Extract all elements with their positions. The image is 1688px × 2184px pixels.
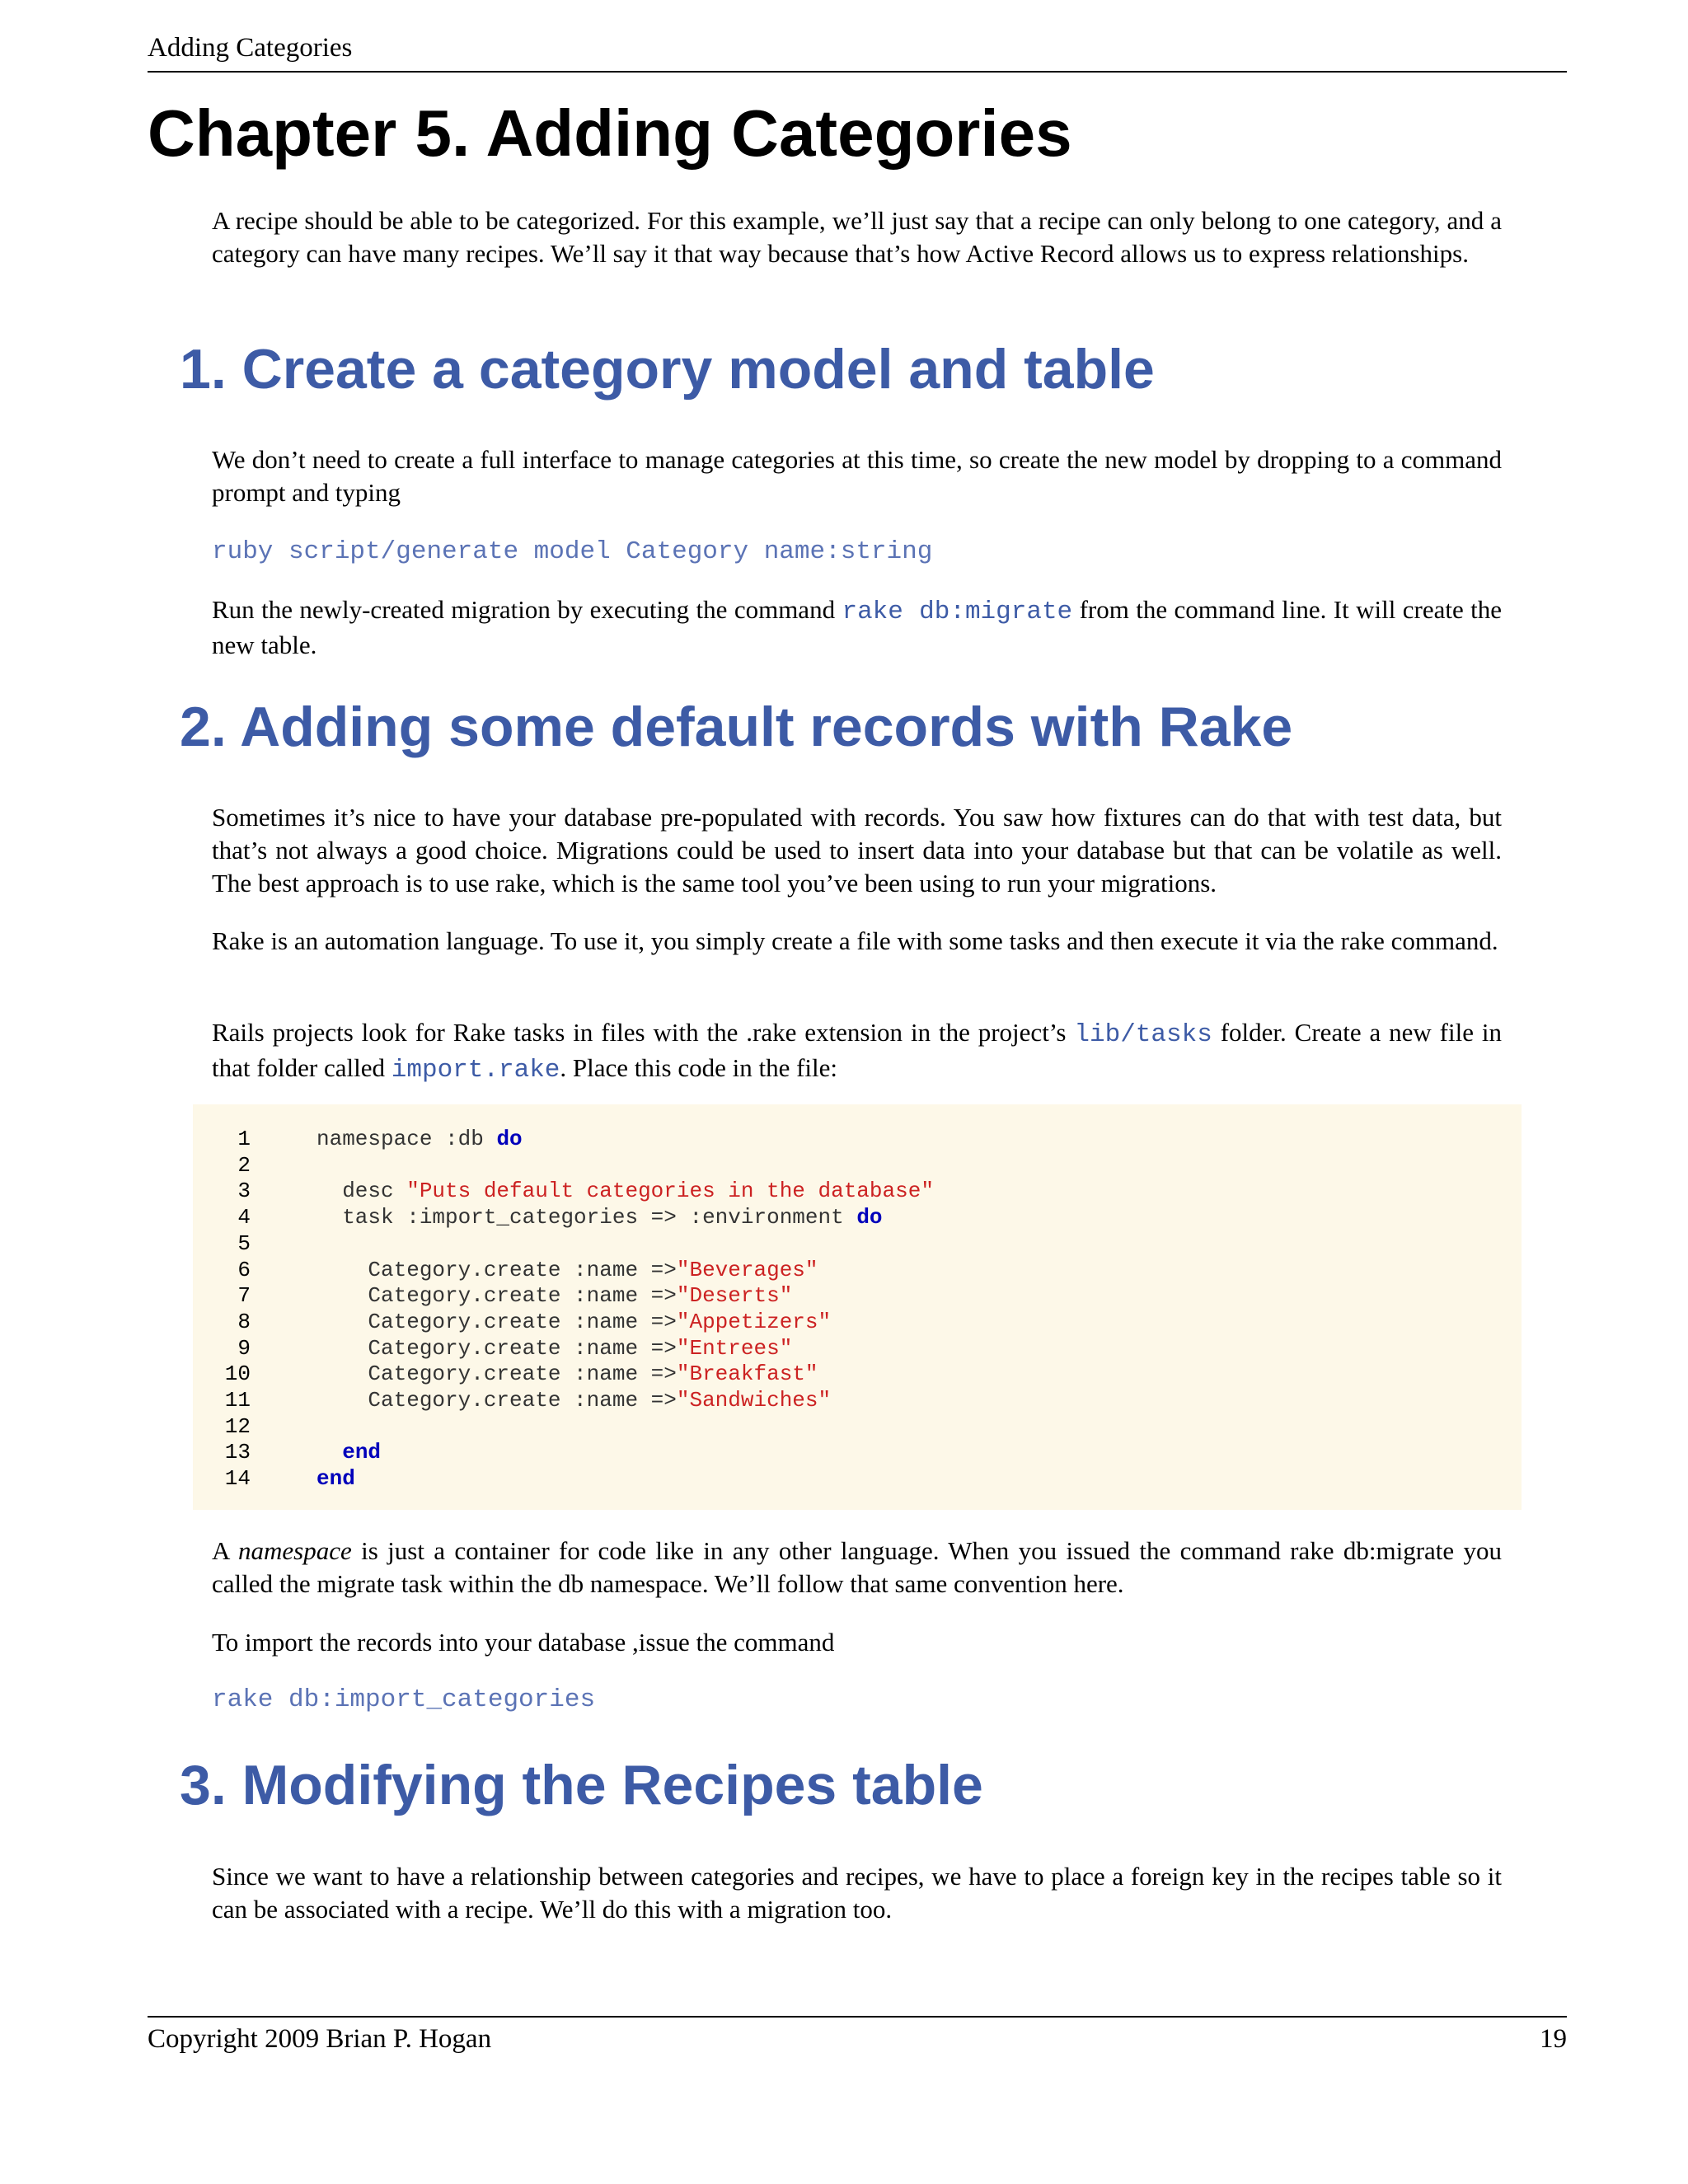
line-number: 11 (224, 1388, 251, 1413)
line-number: 7 (237, 1283, 251, 1309)
section-2-paragraph-3 (212, 1016, 1502, 1087)
section-3-title: 3. Modifying the Recipes table (180, 1754, 983, 1816)
code-string: "Appetizers" (676, 1309, 832, 1334)
page-number: 19 (1540, 2024, 1567, 2054)
text-span: is just a container for code like in any other language. When you issued the command rake db:migrate you called the migrate task within the db namespace. We’ll follow that same convention here. (212, 1536, 1502, 1598)
section-2-title: 2. Adding some default records with Rake (180, 696, 1293, 758)
code-text (316, 1257, 818, 1283)
code-keyword: end (316, 1466, 355, 1492)
section-2-paragraph-4 (212, 1535, 1502, 1601)
line-number: 10 (224, 1361, 251, 1387)
text-span: folder. Create a new file in that folder called (212, 1018, 1502, 1082)
code-text (316, 1309, 831, 1335)
text-span: Run the newly-created migration by executing the command (212, 595, 842, 624)
code-token: desc (316, 1179, 407, 1204)
code-listing (193, 1104, 1522, 1510)
header-rule (148, 71, 1567, 73)
line-number: 4 (237, 1205, 251, 1230)
line-number: 14 (224, 1466, 251, 1492)
code-token: Category.create :name => (316, 1361, 677, 1387)
code-token: Category.create :name => (316, 1388, 677, 1413)
code-text (316, 1387, 831, 1413)
inline-code-rake-migrate: rake db:migrate (842, 598, 1073, 626)
line-number: 2 (237, 1152, 251, 1178)
code-keyword: end (342, 1440, 382, 1465)
section-2-paragraph-1: Sometimes it’s nice to have your database pre-populated with records. You saw how fixtures can do that with test data, but that’s not always a good choice. Migrations could be used to insert data into your database but that can be volatile as well. The best approach is to use rake, which is the same tool you’ve been using to run your migrations. (212, 803, 1502, 898)
code-string: "Beverages" (676, 1257, 818, 1282)
line-number: 6 (237, 1257, 251, 1282)
line-number: 13 (224, 1440, 251, 1465)
code-text (316, 1178, 934, 1204)
code-token: Category.create :name => (316, 1283, 677, 1309)
text-span: Rails projects look for Rake tasks in files with the .rake extension in the project’s (212, 1018, 1075, 1047)
generate-model-command: ruby script/generate model Category name:string (212, 537, 933, 566)
namespace-term: namespace (238, 1536, 352, 1565)
section-1-title: 1. Create a category model and table (180, 338, 1155, 401)
code-text (316, 1282, 792, 1309)
code-keyword: do (856, 1205, 883, 1230)
line-number: 12 (224, 1413, 251, 1439)
section-2-paragraph-5: To import the records into your database ,issue the command (212, 1628, 835, 1657)
code-token (316, 1440, 342, 1465)
code-string: "Deserts" (676, 1283, 793, 1309)
section-1-paragraph-1: We don’t need to create a full interface to manage categories at this time, so create the new model by dropping to a command prompt and typing (212, 445, 1502, 507)
line-number: 9 (237, 1335, 251, 1361)
section-2-paragraph-2: Rake is an automation language. To use it, you simply create a file with some tasks and then execute it via the rake command. (212, 926, 1498, 955)
code-token: task :import_categories => :environment (316, 1205, 857, 1230)
code-text (316, 1361, 818, 1387)
line-number: 8 (237, 1309, 251, 1334)
import-categories-command: rake db:import_categories (212, 1685, 596, 1714)
code-text (316, 1335, 792, 1361)
footer-copyright: Copyright 2009 Brian P. Hogan (148, 2024, 492, 2054)
code-token: Category.create :name => (316, 1257, 677, 1282)
text-span: . Place this code in the file: (560, 1053, 838, 1082)
code-text (316, 1465, 355, 1492)
intro-paragraph: A recipe should be able to be categorized. For this example, we’ll just say that a recipe can only belong to one category, and a category can have many recipes. We’ll say it that way because that’s how Active Record allows us to express relationships. (212, 206, 1502, 268)
code-token: Category.create :name => (316, 1335, 677, 1361)
line-number: 3 (237, 1179, 251, 1204)
code-string: "Breakfast" (676, 1361, 818, 1387)
code-text (316, 1204, 883, 1230)
code-string: "Entrees" (676, 1335, 793, 1361)
chapter-title: Chapter 5. Adding Categories (148, 96, 1072, 170)
code-string: "Puts default categories in the database" (406, 1179, 934, 1204)
inline-code-lib-tasks: lib/tasks (1074, 1020, 1212, 1049)
footer-rule (148, 2016, 1567, 2018)
text-span: from the command line. It will create the new table. (212, 595, 1502, 659)
code-token: namespace :db (316, 1127, 497, 1151)
code-text (316, 1439, 381, 1465)
line-number: 1 (237, 1127, 251, 1151)
text-span: A (212, 1536, 239, 1565)
line-number: 5 (237, 1230, 251, 1256)
code-text (316, 1126, 523, 1152)
inline-code-import-rake: import.rake (391, 1056, 560, 1085)
code-token: Category.create :name => (316, 1309, 677, 1334)
code-string: "Sandwiches" (676, 1388, 832, 1413)
section-1-paragraph-2 (212, 593, 1502, 662)
section-3-paragraph-1: Since we want to have a relationship between categories and recipes, we have to place a foreign key in the recipes table so it can be associated with a recipe. We’ll do this with a migration too. (212, 1862, 1502, 1924)
code-keyword: do (496, 1127, 523, 1151)
running-header: Adding Categories (148, 33, 353, 63)
